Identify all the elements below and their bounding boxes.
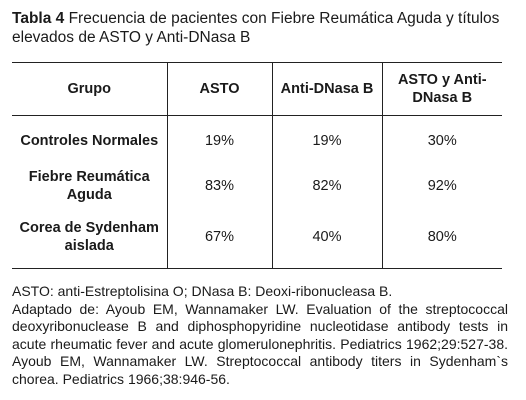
cell-asto: 83%	[167, 160, 272, 212]
cell-asto: 67%	[167, 212, 272, 269]
cell-both: 30%	[427, 133, 457, 149]
cell-both: 92%	[427, 178, 457, 194]
table-footnote	[12, 283, 508, 388]
table-row	[12, 212, 502, 269]
data-table-container	[12, 62, 502, 269]
frequency-table	[12, 62, 502, 269]
footnote-source: Adaptado de: Ayoub EM, Wannamaker LW. Evaluation of the streptococcal deoxyribonuclease B and diphosphopyridine nucleotidase antibody tests in acute rheumatic fever and acute glomerulonephritis. Pediatrics 1962;29:527-38. Ayoub EM, Wannamaker LW. Streptococcal antibody titers in Sydenham`s chorea. Pediatrics 1966;38:946-56.	[12, 300, 508, 387]
header-asto: ASTO	[167, 63, 272, 116]
cell-anti-dnasa: 19%	[272, 116, 382, 161]
header-asto-y-anti-dnasa: ASTO y Anti-DNasa B	[397, 72, 487, 106]
header-row	[12, 63, 502, 116]
table-row	[12, 160, 502, 212]
cell-both: 80%	[427, 229, 457, 245]
cell-anti-dnasa: 82%	[272, 160, 382, 212]
table-number: Tabla 4	[12, 10, 65, 27]
header-grupo: Grupo	[12, 63, 167, 116]
cell-asto: 19%	[167, 116, 272, 161]
row-group-label: Controles Normales	[12, 116, 167, 161]
row-group-label: Fiebre Reumática Aguda	[12, 160, 167, 212]
row-group-label: Corea de Sydenham aislada	[12, 212, 167, 269]
table-title: Frecuencia de pacientes con Fiebre Reumática Aguda y títulos elevados de ASTO y Anti-DNasa B	[12, 10, 500, 46]
table-row	[12, 116, 502, 161]
table-caption	[12, 9, 512, 47]
header-anti-dnasa: Anti-DNasa B	[272, 63, 382, 116]
footnote-abbreviations: ASTO: anti-Estreptolisina O; DNasa B: Deoxi-ribonucleasa B.	[12, 283, 393, 299]
cell-anti-dnasa: 40%	[272, 212, 382, 269]
